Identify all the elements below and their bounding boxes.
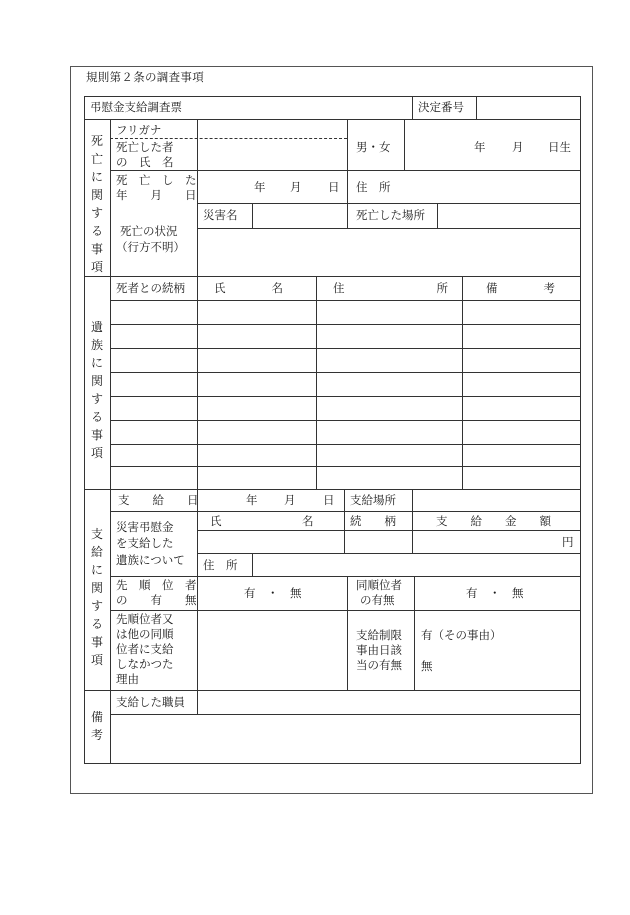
death-day-label: 日: [328, 180, 340, 194]
pay-day-label: 日: [323, 493, 335, 507]
deceased-address-label: 住 所: [356, 180, 391, 194]
rule: [316, 276, 317, 489]
rule: [84, 489, 581, 490]
relation-header: 死者との続柄: [116, 281, 185, 295]
non-payment-reason-label: 先順位者又 は他の同順 位者に支給 しなかつた 理由: [116, 612, 174, 686]
pay-date-label: 支 給 日: [118, 493, 199, 507]
amount-label: 支 給 金 額: [436, 514, 551, 528]
rule: [110, 396, 581, 397]
yen-label: 円: [562, 535, 574, 549]
rule: [110, 170, 581, 171]
priority-label-1: 先 順 位 者: [116, 578, 197, 592]
furigana-label: フリガナ: [116, 123, 162, 137]
rule: [414, 576, 415, 690]
recipient-relation-label: 続 柄: [350, 514, 396, 528]
rule: [110, 714, 581, 715]
rule: [197, 530, 581, 531]
recipient-address-label: 住 所: [203, 558, 238, 572]
death-situation-label: 死亡の状況: [120, 224, 178, 238]
rule: [197, 489, 198, 714]
death-year-label: 年: [254, 180, 266, 194]
rule: [580, 96, 581, 764]
limit-yes-label: 有（その事由）: [421, 628, 502, 642]
pay-year-label: 年: [246, 493, 258, 507]
birth-month-label: 月: [512, 140, 524, 154]
page-heading: 規則第２条の調査事項: [86, 70, 204, 84]
rule: [110, 576, 581, 577]
rule: [197, 276, 198, 489]
priority-yes-no: 有 ・ 無: [244, 586, 302, 600]
pay-month-label: 月: [284, 493, 296, 507]
rule: [84, 96, 85, 764]
deceased-name-label-1: 死亡した者: [116, 140, 174, 154]
bereaved-label-3: 遺族について: [116, 553, 185, 567]
death-date-label-2: 年 月 日: [116, 188, 197, 202]
rule: [84, 690, 581, 691]
priority-label-2: の 有 無: [116, 593, 197, 607]
rule: [110, 420, 581, 421]
rule: [404, 119, 405, 170]
rule: [110, 372, 581, 373]
rule: [110, 511, 581, 512]
limit-no-label: 無: [421, 659, 433, 673]
rule: [347, 119, 348, 203]
same-rank-yes-no: 有 ・ 無: [466, 586, 524, 600]
sex-label: 男・女: [356, 140, 391, 154]
rule: [197, 119, 198, 276]
rule: [197, 553, 581, 554]
rule: [437, 203, 438, 228]
rule: [476, 96, 477, 119]
rule: [110, 324, 581, 325]
rule: [347, 203, 348, 228]
rule: [110, 466, 581, 467]
death-date-label-1: 死 亡 し た: [116, 173, 197, 187]
rule: [412, 489, 413, 553]
deceased-name-label-2: の 氏 名: [116, 155, 174, 169]
rule: [347, 576, 348, 690]
rule: [197, 203, 581, 204]
death-section-label: 死亡に関する事項: [90, 134, 103, 274]
same-rank-label-1: 同順位者: [356, 578, 402, 592]
death-month-label: 月: [290, 180, 302, 194]
same-rank-label-2: の有無: [360, 593, 395, 607]
disaster-name-label: 災害名: [203, 208, 238, 222]
birth-year-label: 年: [474, 140, 486, 154]
family-remarks-header: 備 考: [486, 281, 555, 295]
payment-limit-label: 支給制限 事由日該 当の有無: [356, 628, 402, 672]
death-place-label: 死亡した場所: [356, 208, 425, 222]
family-section-label: 遺族に関する事項: [90, 320, 103, 460]
rule: [252, 203, 253, 228]
rule: [84, 763, 581, 764]
missing-label: （行方不明）: [116, 240, 185, 254]
rule: [344, 489, 345, 553]
pay-place-label: 支給場所: [350, 493, 396, 507]
rule: [84, 276, 581, 277]
rule: [252, 553, 253, 576]
rule: [110, 610, 581, 611]
birth-day-label: 日生: [548, 140, 571, 154]
rule: [110, 444, 581, 445]
rule: [197, 228, 581, 229]
rule: [84, 96, 581, 97]
rule: [412, 96, 413, 119]
rule: [110, 119, 111, 763]
bereaved-label-2: を支給した: [116, 536, 174, 550]
family-name-header: 氏 名: [214, 281, 283, 295]
bereaved-label-1: 災害弔慰金: [116, 520, 174, 534]
rule: [462, 276, 463, 489]
rule: [110, 348, 581, 349]
rule: [84, 119, 581, 120]
form-title: 弔慰金支給調査票: [90, 100, 182, 114]
payment-section-label: 支給に関する事項: [90, 527, 103, 667]
staff-label: 支給した職員: [116, 695, 185, 709]
remarks-section-label: 備考: [90, 710, 103, 742]
rule: [110, 300, 581, 301]
recipient-name-label: 氏 名: [210, 514, 314, 528]
furigana-divider: [110, 138, 347, 139]
decision-number-label: 決定番号: [418, 100, 464, 114]
family-address-header: 住 所: [333, 281, 448, 295]
